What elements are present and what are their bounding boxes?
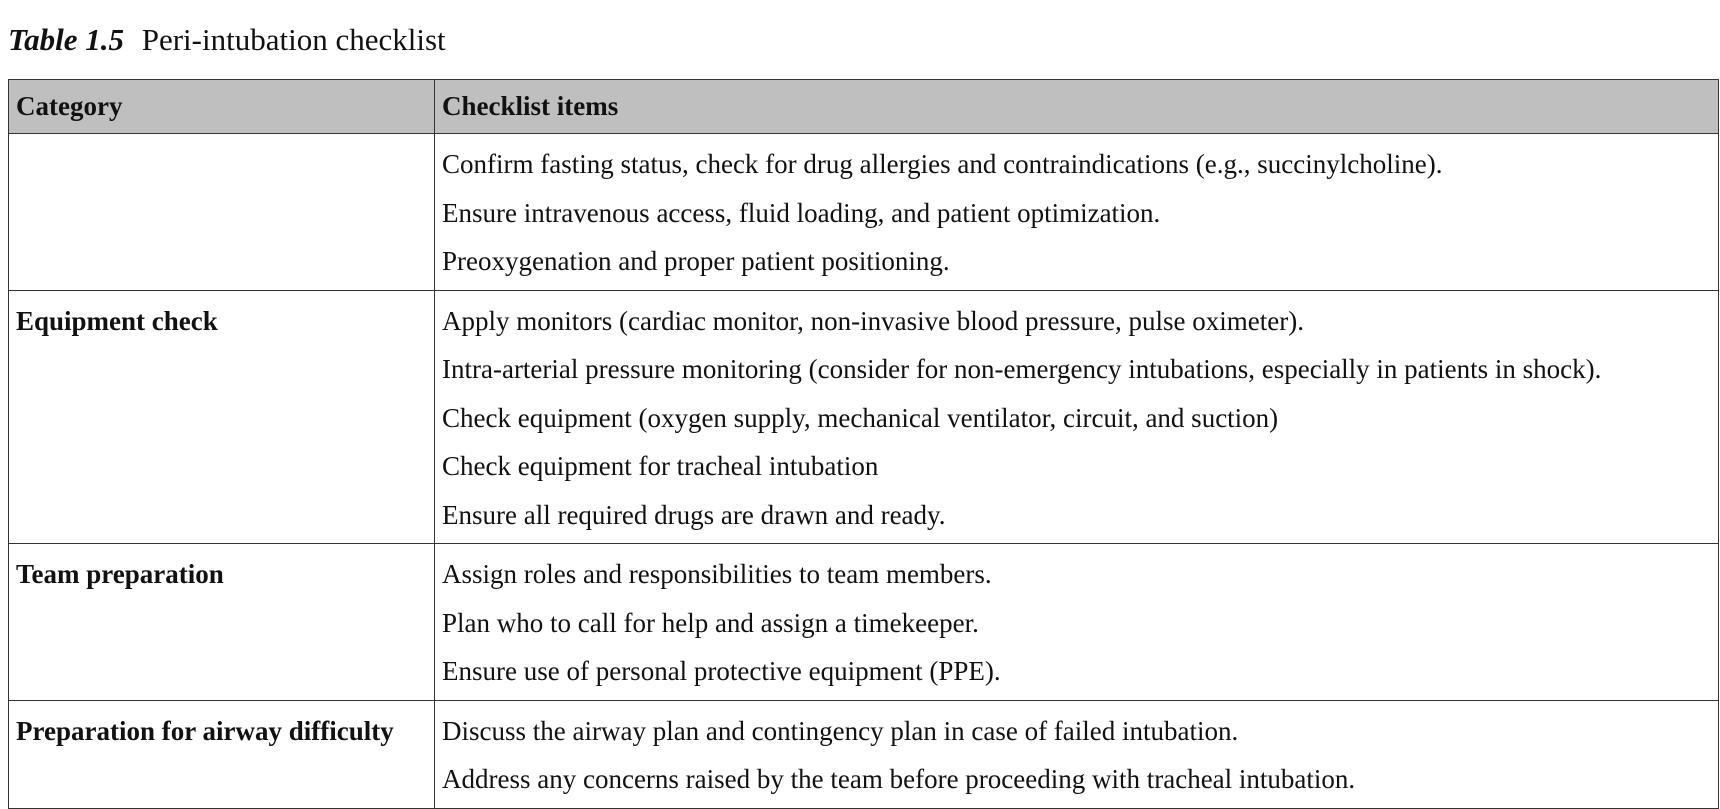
checklist-table (8, 79, 1719, 809)
category-cell: Team preparation (9, 544, 435, 701)
checklist-item: Discuss the airway plan and contingency plan in case of failed intubation. (442, 715, 1239, 746)
checklist-item: Preoxygenation and proper patient positioning. (442, 246, 950, 276)
items-cell (435, 544, 1719, 701)
items-cell (435, 700, 1719, 808)
checklist-item: Ensure intravenous access, fluid loading, and patient optimization. (442, 197, 1161, 228)
column-header-category: Category (9, 80, 435, 134)
category-cell: Preparation for airway difficulty (9, 700, 435, 808)
category-cell: Equipment check (9, 290, 435, 544)
checklist-item: Intra-arterial pressure monitoring (consider for non-emergency intubations, especially in patients in shock). (442, 354, 1602, 384)
table-row (9, 290, 1719, 544)
checklist-item: Check equipment (oxygen supply, mechanical ventilator, circuit, and suction) (442, 402, 1279, 433)
items-cell (435, 290, 1719, 544)
checklist-item: Plan who to call for help and assign a timekeeper. (442, 607, 979, 638)
items-cell (435, 134, 1719, 291)
checklist-item: Check equipment for tracheal intubation (442, 451, 879, 481)
checklist-item: Ensure use of personal protective equipment (PPE). (442, 656, 1001, 686)
checklist-item: Assign roles and responsibilities to team members. (442, 559, 992, 589)
table-row (9, 134, 1719, 291)
header-row (9, 80, 1719, 134)
table-row (9, 700, 1719, 808)
category-cell (9, 134, 435, 291)
checklist-item: Confirm fasting status, check for drug allergies and contraindications (e.g., succinylcholine). (442, 149, 1443, 179)
table-label: Table 1.5 (8, 22, 124, 57)
column-header-checklist-items: Checklist items (435, 80, 1719, 134)
table-row (9, 544, 1719, 701)
table-title: Peri-intubation checklist (141, 22, 446, 57)
checklist-item: Apply monitors (cardiac monitor, non-invasive blood pressure, pulse oximeter). (442, 305, 1304, 336)
checklist-item: Ensure all required drugs are drawn and ready. (442, 499, 946, 530)
checklist-item: Address any concerns raised by the team before proceeding with tracheal intubation. (442, 764, 1356, 794)
table-caption (8, 20, 446, 60)
